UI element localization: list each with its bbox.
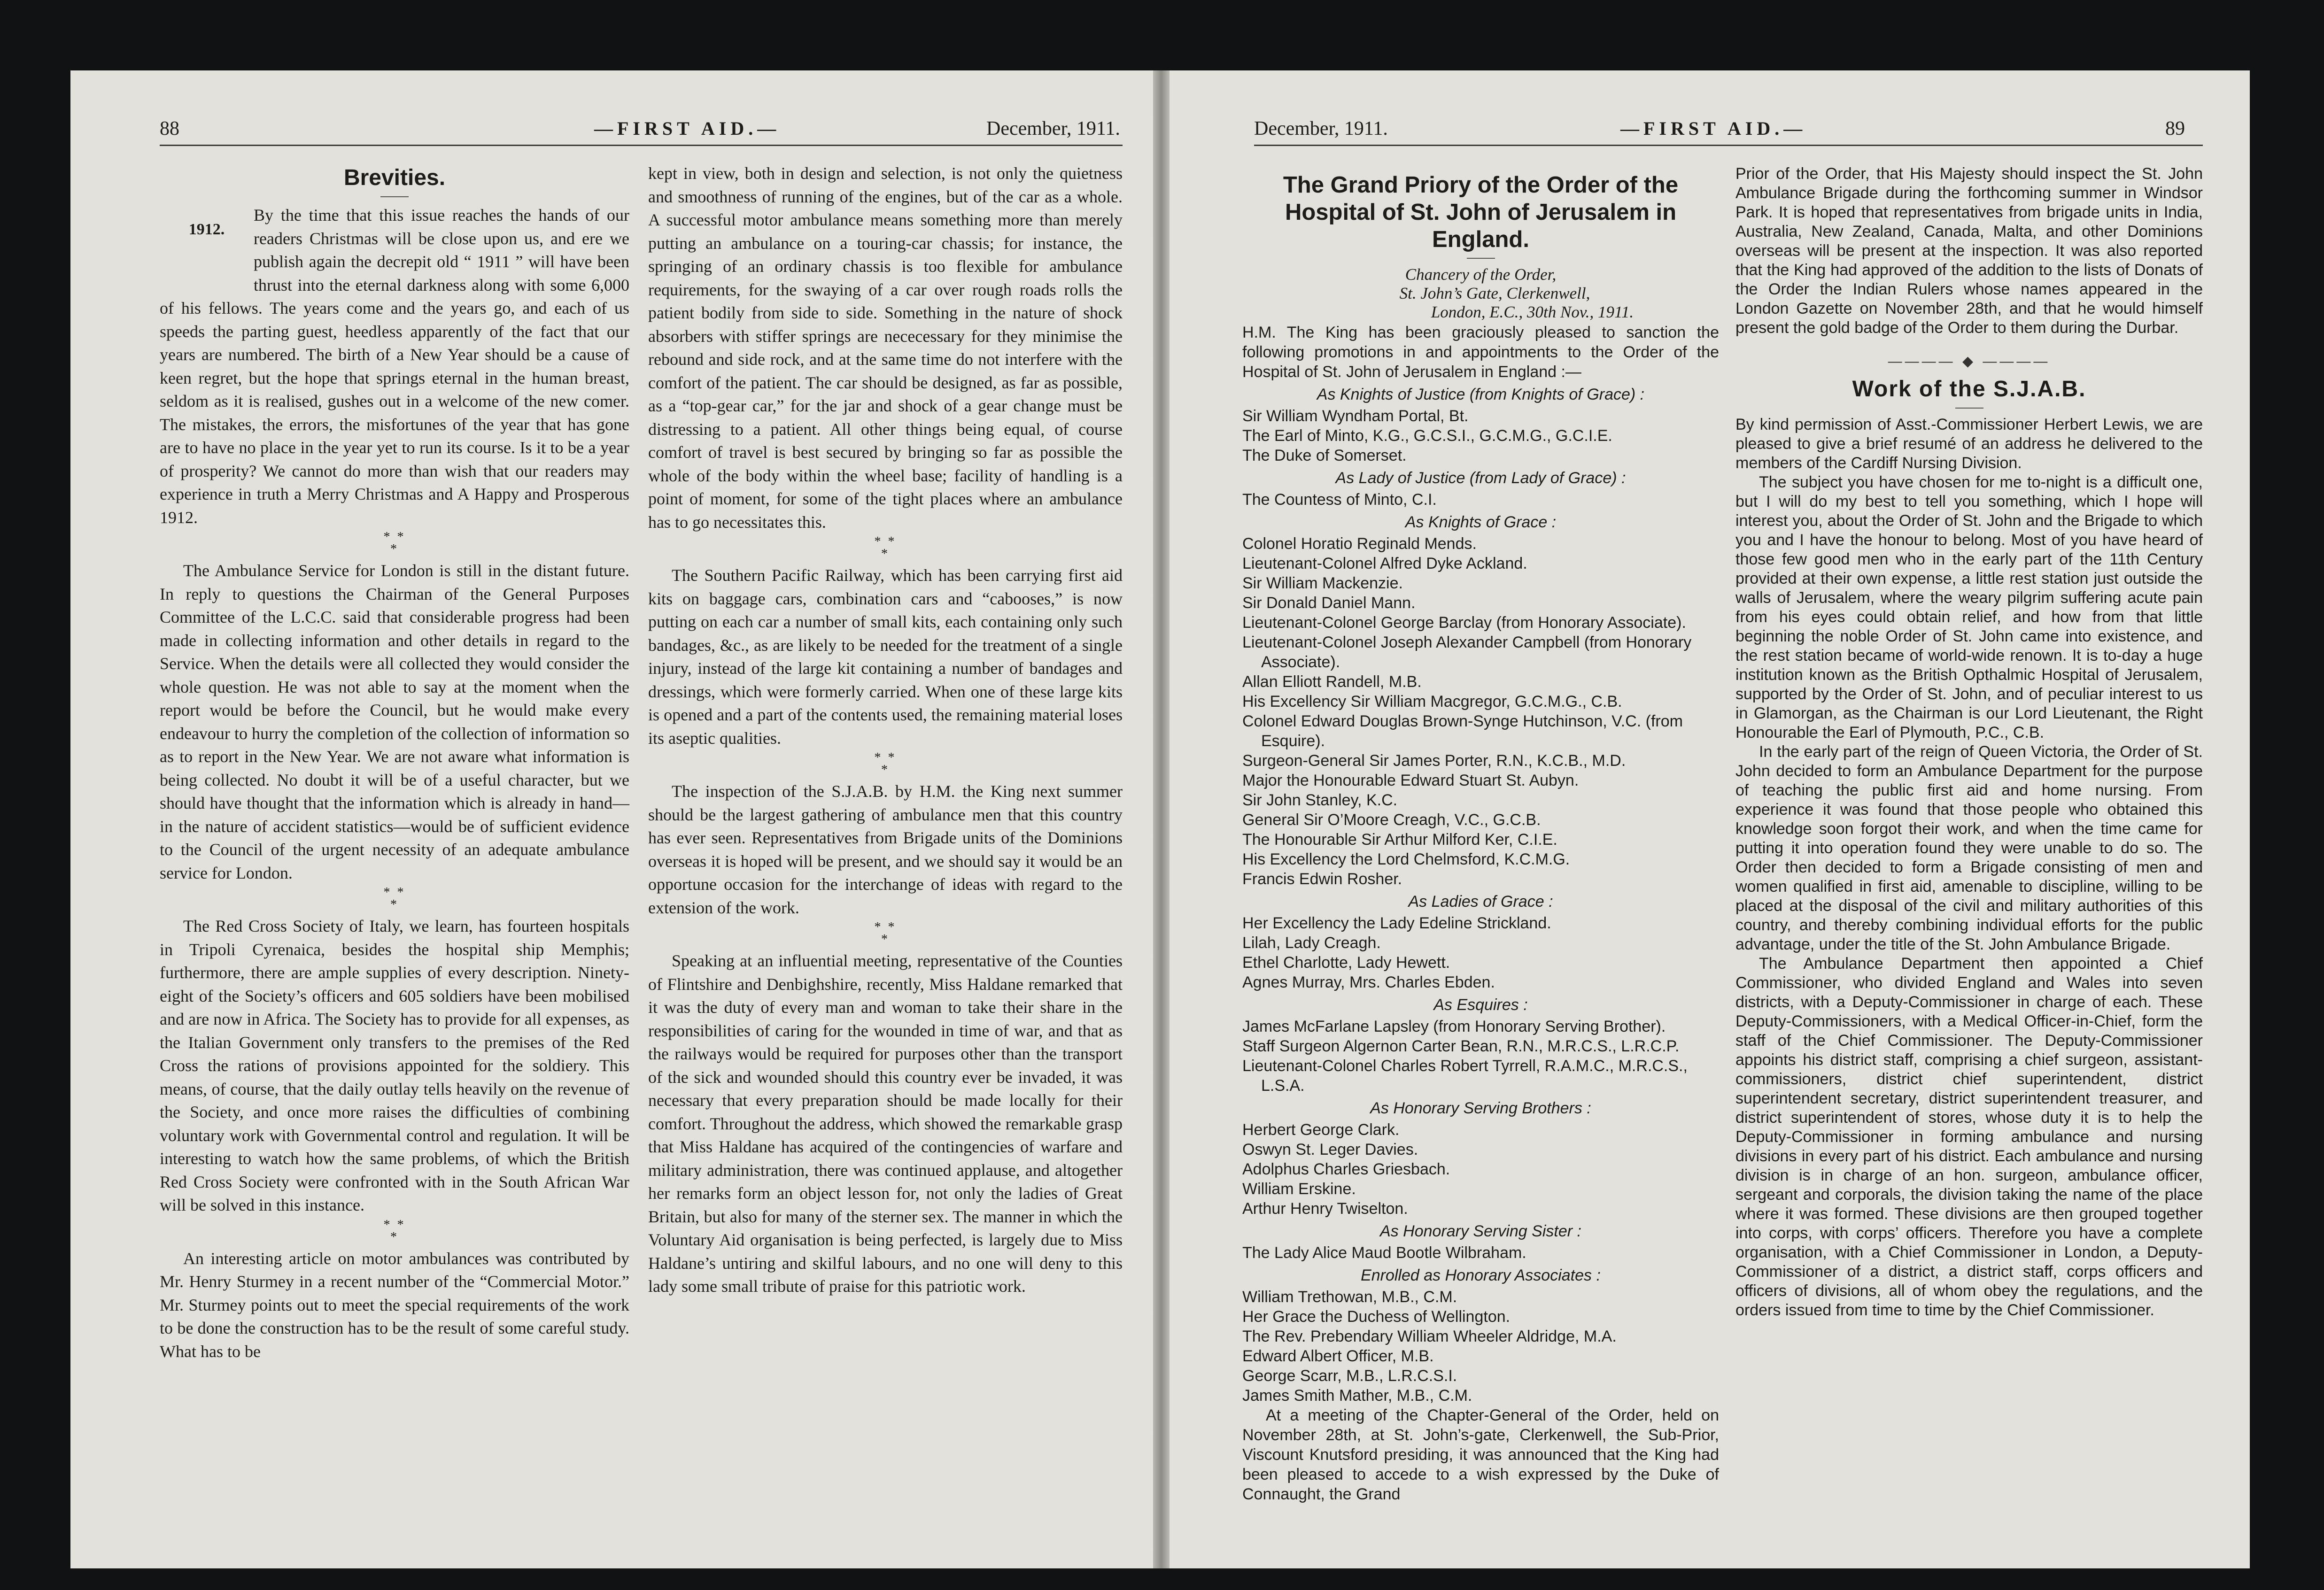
honours-recipient: His Excellency the Lord Chelmsford, K.C.M.G. bbox=[1242, 850, 1570, 868]
honours-recipient: General Sir O’Moore Creagh, V.C., G.C.B. bbox=[1242, 811, 1541, 829]
honours-recipient: Lieutenant-Colonel Joseph Alexander Campbell (from Honorary Associate). bbox=[1242, 633, 1692, 671]
year-marker: 1912. bbox=[188, 221, 225, 238]
honours-recipient: Sir William Wyndham Portal, Bt. bbox=[1242, 407, 1469, 425]
issue-date: December, 1911. bbox=[1254, 118, 1388, 139]
masthead: —FIRST AID.— bbox=[1620, 118, 1807, 139]
header-rule bbox=[160, 145, 1123, 146]
honours-section-title: As Esquires : bbox=[1433, 996, 1528, 1014]
book-spine bbox=[1153, 70, 1170, 1568]
honours-section-title: As Honorary Serving Sister : bbox=[1380, 1222, 1581, 1240]
honours-recipient: His Excellency Sir William Macgregor, G.C.M.G., C.B. bbox=[1242, 693, 1622, 710]
honours-recipient: Oswyn St. Leger Davies. bbox=[1242, 1141, 1418, 1158]
honours-recipient: Lieutenant-Colonel Charles Robert Tyrrell, R.A.M.C., M.R.C.S., L.S.A. bbox=[1242, 1057, 1688, 1095]
honours-recipient: Allan Elliott Randell, M.B. bbox=[1242, 673, 1422, 691]
honours-recipient: Adolphus Charles Griesbach. bbox=[1242, 1160, 1450, 1178]
address-line-1: Chancery of the Order, bbox=[1405, 265, 1557, 284]
honours-recipient: Major the Honourable Edward Stuart St. Aubyn. bbox=[1242, 772, 1579, 789]
divider bbox=[380, 196, 409, 197]
honours-recipient: The Duke of Somerset. bbox=[1242, 447, 1407, 464]
priory-closing: At a meeting of the Chapter-General of the Order, held on November 28th, at St. John’s-gate, Clerkenwell, the Sub-Prior, Viscount Knutsford presiding, it was announced that the King had been pleased to accede to a wish expressed by the Duke of Connaught, the Grand bbox=[1242, 1406, 1719, 1503]
honours-recipient: Her Grace the Duchess of Wellington. bbox=[1242, 1308, 1511, 1326]
honours-section-title: Enrolled as Honorary Associates : bbox=[1361, 1266, 1601, 1284]
masthead: —FIRST AID.— bbox=[594, 118, 781, 139]
brevities-paragraph-christmas: By the time that this issue reaches the hands of our readers Christmas will be close upon us, and ere we publish again the decrepit old “ 1911 ” will have been thrust into the eternal darkness along with some 6,000 of his fellows. The years come and the years go, and each of us speeds the parting guest, heedless apparently of the fact that our years are numbered. The birth of a New Year should be a cause of keen regret, but the hope that springs eternal in the human breast, seldom as it is realised, gushes out in a welcome of the new comer. The mistakes, the errors, the misfortunes of the year that has gone are to have no place in the year yet to run its course. Is it to be a year of prosperity? We cannot do more than wish that our readers may experience in truth a Merry Christmas and A Happy and Prosperous 1912. bbox=[160, 206, 629, 527]
honours-recipient: Edward Albert Officer, M.B. bbox=[1242, 1347, 1434, 1365]
honours-recipient: Ethel Charlotte, Lady Hewett. bbox=[1242, 954, 1450, 972]
honours-recipient: James Smith Mather, M.B., C.M. bbox=[1242, 1387, 1472, 1405]
left-page-header bbox=[160, 117, 1123, 155]
brevities-paragraph-miss-haldane: Speaking at an influential meeting, representative of the Counties of Flintshire and Denbighshire, recently, Miss Haldane remarked that it was the duty of every man and woman to take their share in the responsibilities of caring for the wounded in time of war, and that as the railways would be required for purposes other than the transport of the sick and wounded should this country ever be invaded, it was necessary that every preparation should be made locally for their comfort. Throughout the address, which showed the remarkable grasp that Miss Haldane has acquired of the contingencies of warfare and military administration, there was continued applause, and altogether her remarks form an object lesson for, not only the ladies of Great Britain, but also for many of the sterner sex. The manner in which the Voluntary Aid organisation is being perfected, is largely due to Miss Haldane’s untiring and skilful labours, and no one will deny to this lady some small tribute of praise for this patriotic work. bbox=[648, 951, 1123, 1296]
honours-section-title: As Ladies of Grace : bbox=[1408, 893, 1553, 911]
honours-recipient: Surgeon-General Sir James Porter, R.N., K.C.B., M.D. bbox=[1242, 752, 1626, 770]
section-asterisks: * * * bbox=[874, 534, 897, 561]
honours-recipient: Agnes Murray, Mrs. Charles Ebden. bbox=[1242, 973, 1495, 991]
honours-recipient: Sir Donald Daniel Mann. bbox=[1242, 594, 1416, 612]
sjab-intro: By kind permission of Asst.-Commissioner Herbert Lewis, we are pleased to give a brief resumé of an address he delivered to the members of the Cardiff Nursing Division. bbox=[1735, 416, 2203, 472]
brevities-paragraph-motor-continued: kept in view, both in design and selection, is not only the quietness and smoothness of running of the engines, but of the car as a whole. A successful motor ambulance means something more than merely putting an ambulance on a touring-car chassis; for instance, the springing of an ordinary chassis is too flexible for ambulance requirements, for the swaying of a car over rough roads rolls the patient bodily from side to side. Something in the nature of shock absorbers with stiffer springs are nececessary for they minimise the rebound and side rock, and at the same time do not interfere with the comfort of the patient. The car should be designed, as far as possible, as a “top-gear car,” for the jar and shock of a gear change must be distressing to a patient. All other things being equal, of course comfort of travel is best secured by bringing so far as possible the whole of the body within the wheel base; facility of handling is a point of moment, for some of the tight places where an ambulance has to go necessitates this. bbox=[648, 164, 1123, 532]
right-page bbox=[1170, 70, 2250, 1568]
honours-recipient: William Trethowan, M.B., C.M. bbox=[1242, 1288, 1457, 1306]
honours-recipient: Herbert George Clark. bbox=[1242, 1121, 1400, 1139]
brevities-paragraph-railway-kits: The Southern Pacific Railway, which has been carrying first aid kits on baggage cars, combination cars and “cabooses,” is now putting on each car a number of small kits, each containing only such bandages, &c., as are likely to be needed for the treatment of a single injury, instead of the large kit containing a number of bandages and dressings, which were formerly carried. When one of these large kits is opened and a part of the contents used, the remaining material loses its aseptic qualities. bbox=[648, 566, 1123, 748]
sjab-paragraph-brigade-formation: In the early part of the reign of Queen Victoria, the Order of St. John decided to form an Ambulance Department for the purpose of teaching the public first aid and home nursing. From experience it was found that those people who obtained this knowledge soon forgot their work, and when the time came for putting it into operation found they were unable to do so. The Order then decided to form a Brigade consisting of men and women qualified in first aid, amenable to discipline, willing to be placed at the disposal of the civil and military authorities of this country, and thereby combining individual efforts for the public advantage, under the title of the St. John Ambulance Brigade. bbox=[1735, 743, 2203, 953]
honours-recipient: Lieutenant-Colonel Alfred Dyke Ackland. bbox=[1242, 555, 1527, 572]
brevities-column-2 bbox=[648, 162, 1123, 1298]
address-line-3: London, E.C., 30th Nov., 1911. bbox=[1431, 303, 1634, 321]
right-page-header bbox=[1254, 117, 2203, 155]
left-page bbox=[70, 70, 1153, 1568]
issue-date: December, 1911. bbox=[986, 118, 1120, 139]
honours-recipient: Lieutenant-Colonel George Barclay (from Honorary Associate). bbox=[1242, 614, 1686, 632]
sjab-paragraph-organisation: The Ambulance Department then appointed a Chief Commissioner, who divided England and Wales into seven districts, with a Deputy-Commissioner in charge of each. These Deputy-Commissioners, with a Medical Officer-in-Chief, form the staff of the Chief Commissioner. The Deputy-Commissioner appoints his district staff, comprising a chief surgeon, assistant-commissioners, district chief superintendent, district superintendent secretary, district superintendent treasurer, and district superintendent of stores, whose duty it is to help the Deputy-Commissioner in forming ambulance and nursing divisions in every part of his district. Each ambulance and nursing division is in charge of an hon. surgeon, ambulance officer, sergeant and corporals, the division taking the name of the place where it was formed. These divisions are then grouped together into corps, with corps’ officers. Therefore you have a complete organisation, with a Chief Commissioner in London, a Deputy-Commissioner of a district, a district staff, corps officers and officers of divisions, all of whom obey the regulations, and the orders issued from time to time by the Chief Commissioner. bbox=[1735, 955, 2203, 1319]
honours-recipient: James McFarlane Lapsley (from Honorary Serving Brother). bbox=[1242, 1018, 1666, 1035]
honours-recipient: William Erskine. bbox=[1242, 1180, 1356, 1198]
honours-recipient: Lilah, Lady Creagh. bbox=[1242, 934, 1381, 952]
sjab-heading: Work of the S.J.A.B. bbox=[1852, 377, 2086, 401]
address-line-2: St. John’s Gate, Clerkenwell, bbox=[1399, 284, 1590, 302]
honours-list bbox=[1242, 385, 1719, 1405]
honours-section-title: As Knights of Grace : bbox=[1405, 513, 1557, 531]
sjab-paragraph-order-history: The subject you have chosen for me to-night is a difficult one, but I will do my best to tell you something, which I hope will interest you, about the Order of St. John and the Brigade to which you and I have the honour to belong. Most of you have heard of those few good men who in the early part of the 11th Century provided at their own expense, a little rest station just outside the walls of Jerusalem, where the weary pilgrim suffering acute pain from his eyes could obtain relief, and how from that little beginning the noble Order of St. John came into existence, and the rest station became of world-wide renown. It is to-day a huge institution known as the British Opthalmic Hospital of Jerusalem, supported by the Order of St. John, and of peculiar interest to us in Glamorgan, as the Chairman is our Lord Lieutenant, the Right Honourable the Earl of Plymouth, P.C., C.B. bbox=[1735, 473, 2203, 741]
honours-recipient: Colonel Horatio Reginald Mends. bbox=[1242, 535, 1477, 553]
section-asterisks: * * * bbox=[874, 750, 897, 777]
honours-recipient: Sir John Stanley, K.C. bbox=[1242, 791, 1398, 809]
brevities-paragraph-red-cross-italy: The Red Cross Society of Italy, we learn, has fourteen hospitals in Tripoli Cyrenaica, besides the hospital ship Memphis; furthermore, there are ample supplies of every description. Ninety-eight of the Society’s officers and 605 soldiers have been mobilised and are now in Africa. The Society has to provide for all expenses, as the Italian Government only transfers to the premises of the Red Cross the rations of provisions appointed for the soldiery. This means, of course, that the daily outlay tells heavily on the revenue of the Society, and once more raises the difficulties of combining voluntary work with Governmental control and regulation. It will be interesting to watch how the same problems, of which the British Red Cross Society were confronted with in the South African War will be solved in this instance. bbox=[160, 917, 629, 1214]
honours-recipient: The Lady Alice Maud Bootle Wilbraham. bbox=[1242, 1244, 1526, 1262]
brevities-paragraph-motor-ambulances: An interesting article on motor ambulances was contributed by Mr. Henry Sturmey in a recent number of the “Commercial Motor.” Mr. Sturmey points out to meet the special requirements of the work to be done the construction has to be the result of some careful study. What has to be bbox=[160, 1249, 629, 1361]
brevities-paragraph-london-service: The Ambulance Service for London is still in the distant future. In reply to questions the Chairman of the General Purposes Committee of the L.C.C. said that considerable progress had been made in collecting information and other details in regard to the Service. When the details were all collected they would consider the whole question. He was not able to say at the moment when the report would be before the Council, but he would make every endeavour to hurry the completion of the collection of information so as to report in the New Year. We are not aware what information is being collected. No doubt it will be of a useful character, but we should have thought that the information which is already in hand—in the nature of accident statistics—would be of sufficient evidence to the Council of the urgent necessity of an adequate ambulance service for London. bbox=[160, 561, 629, 882]
section-asterisks: * * * bbox=[874, 920, 897, 947]
honours-recipient: The Earl of Minto, K.G., G.C.S.I., G.C.M.G., G.C.I.E. bbox=[1242, 427, 1612, 445]
priory-heading: The Grand Priory of the Order of the Hospital of St. John of Jerusalem in England. bbox=[1283, 172, 1679, 252]
honours-recipient: The Honourable Sir Arthur Milford Ker, C.I.E. bbox=[1242, 831, 1557, 849]
priory-closing-continued: Prior of the Order, that His Majesty should inspect the St. John Ambulance Brigade during the forthcoming summer in Windsor Park. It is hoped that representatives from brigade units in India, Australia, New Zealand, Canada, Malta, and other Dominions overseas will be present at the inspection. It was also reported that the King had approved of the addition to the lists of Donats of the Order the Indian Rulers whose names appeared in the London Gazette on November 28th, and that he would himself present the gold badge of the Order to them during the Durbar. bbox=[1735, 165, 2203, 337]
honours-recipient: The Countess of Minto, C.I. bbox=[1242, 491, 1437, 509]
chancery-address bbox=[1242, 265, 1719, 322]
honours-recipient: Arthur Henry Twiselton. bbox=[1242, 1200, 1408, 1218]
section-asterisks: * * * bbox=[383, 530, 406, 556]
honours-section-title: As Knights of Justice (from Knights of Grace) : bbox=[1317, 386, 1645, 403]
sjab-column bbox=[1735, 164, 2203, 1320]
honours-recipient: Francis Edwin Rosher. bbox=[1242, 870, 1402, 888]
honours-recipient: George Scarr, M.B., L.R.C.S.I. bbox=[1242, 1367, 1457, 1385]
honours-section-title: As Lady of Justice (from Lady of Grace) : bbox=[1335, 469, 1626, 487]
section-asterisks: * * * bbox=[383, 885, 406, 912]
honours-section-title: As Honorary Serving Brothers : bbox=[1370, 1099, 1591, 1117]
page-number: 88 bbox=[160, 118, 179, 139]
honours-recipient: Sir William Mackenzie. bbox=[1242, 574, 1403, 592]
divider bbox=[1955, 408, 1983, 409]
priory-column bbox=[1242, 171, 1719, 1504]
priory-intro: H.M. The King has been graciously pleased to sanction the following promotions in and appointments to the Order of the Hospital of St. John of Jerusalem in England :— bbox=[1242, 324, 1719, 381]
brevities-column-1 bbox=[160, 164, 629, 1363]
honours-recipient: Staff Surgeon Algernon Carter Bean, R.N., M.R.C.S., L.R.C.P. bbox=[1242, 1037, 1680, 1055]
ornament-divider: ———— ◆ ———— bbox=[1888, 354, 2051, 369]
divider bbox=[1467, 258, 1495, 259]
brevities-paragraph-sjab-inspection: The inspection of the S.J.A.B. by H.M. the King next summer should be the largest gathering of ambulance men that this country has ever seen. Representatives from Brigade units of the Dominions overseas it is hoped will be present, and we should say it would be an opportune occasion for the interchange of ideas with regard to the extension of the work. bbox=[648, 782, 1123, 917]
page-number: 89 bbox=[2165, 118, 2185, 139]
honours-recipient: Colonel Edward Douglas Brown-Synge Hutchinson, V.C. (from Esquire). bbox=[1242, 712, 1683, 750]
honours-recipient: The Rev. Prebendary William Wheeler Aldridge, M.A. bbox=[1242, 1328, 1617, 1345]
section-asterisks: * * * bbox=[383, 1217, 406, 1244]
header-rule bbox=[1254, 145, 2203, 146]
honours-recipient: Her Excellency the Lady Edeline Strickland. bbox=[1242, 914, 1551, 932]
brevities-heading: Brevities. bbox=[343, 165, 446, 190]
